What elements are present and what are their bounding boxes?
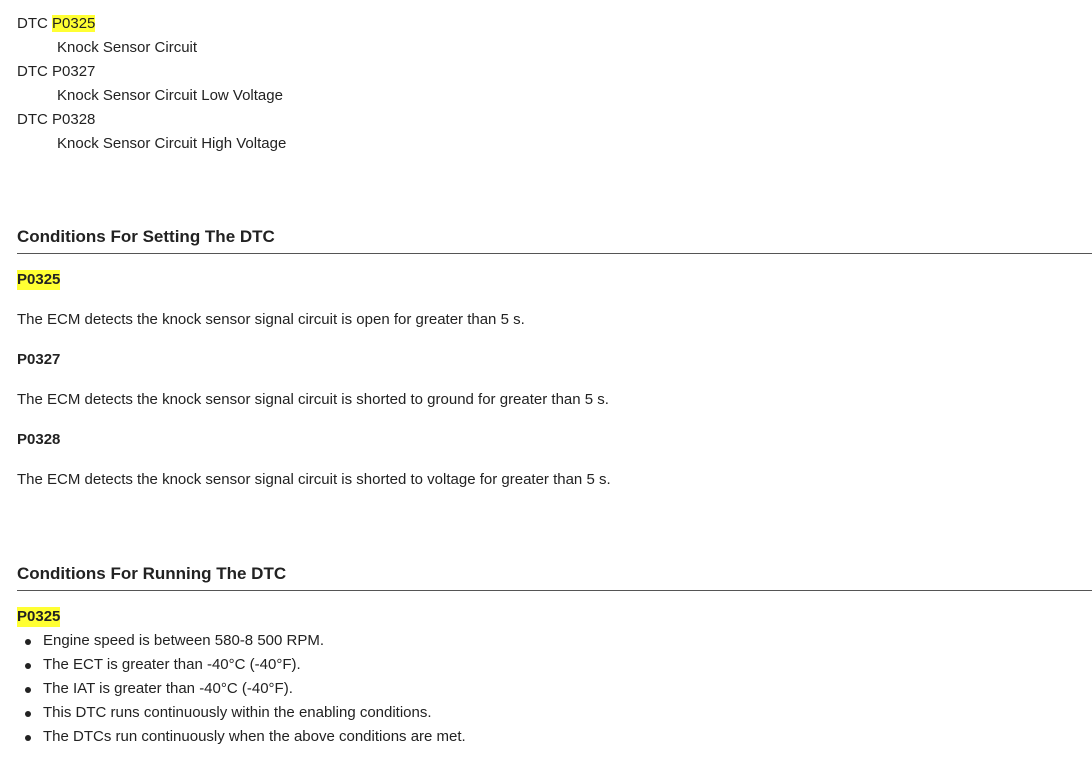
bullet-icon	[25, 663, 31, 669]
list-item-text: The IAT is greater than -40°C (-40°F).	[43, 680, 293, 697]
running-conditions-list	[17, 629, 1092, 749]
bullet-icon	[25, 711, 31, 717]
dtc-prefix: DTC	[17, 63, 48, 80]
dtc-prefix: DTC	[17, 111, 48, 128]
list-item-text: This DTC runs continuously within the enabling conditions.	[43, 704, 432, 721]
dtc-description: Knock Sensor Circuit Low Voltage	[57, 87, 283, 104]
dtc-code-highlighted: P0325	[52, 15, 96, 32]
dtc-definition-list	[17, 12, 286, 156]
code-title-highlighted: P0325	[17, 608, 61, 625]
list-item-text: The DTCs run continuously when the above conditions are met.	[43, 728, 466, 745]
list-item	[17, 653, 1092, 677]
code-title-highlighted: P0325	[17, 271, 61, 288]
dtc-code: P0327	[52, 63, 96, 80]
condition-text: The ECM detects the knock sensor signal circuit is shorted to ground for greater than 5 s.	[17, 391, 609, 408]
list-item	[17, 677, 1092, 701]
section-heading: Conditions For Setting The DTC	[17, 226, 1092, 254]
section-setting-conditions	[17, 226, 1092, 490]
dtc-code: P0328	[52, 111, 96, 128]
code-title: P0327	[17, 351, 61, 368]
dtc-term	[17, 12, 286, 36]
list-item	[17, 701, 1092, 725]
list-item	[17, 629, 1092, 653]
bullet-icon	[25, 639, 31, 645]
condition-text: The ECM detects the knock sensor signal circuit is shorted to voltage for greater than 5 s.	[17, 471, 611, 488]
dtc-term	[17, 108, 286, 132]
list-item-text: Engine speed is between 580-8 500 RPM.	[43, 632, 325, 649]
condition-text: The ECM detects the knock sensor signal circuit is open for greater than 5 s.	[17, 311, 525, 328]
dtc-description: Knock Sensor Circuit	[57, 39, 198, 56]
bullet-icon	[25, 687, 31, 693]
section-heading: Conditions For Running The DTC	[17, 563, 1092, 591]
bullet-icon	[25, 735, 31, 741]
code-title: P0328	[17, 431, 61, 448]
list-item-text: The ECT is greater than -40°C (-40°F).	[43, 656, 301, 673]
dtc-prefix: DTC	[17, 15, 48, 32]
list-item	[17, 725, 1092, 749]
dtc-description: Knock Sensor Circuit High Voltage	[57, 135, 287, 152]
dtc-term	[17, 60, 286, 84]
section-running-conditions	[17, 563, 1092, 749]
